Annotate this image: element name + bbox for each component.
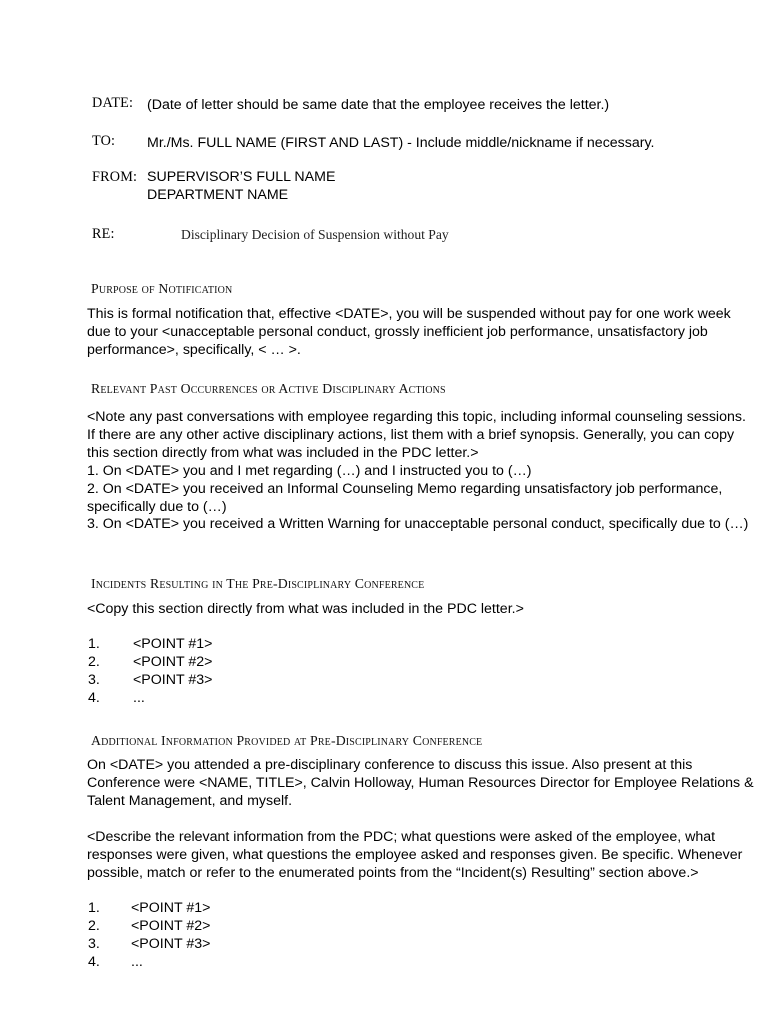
date-value: (Date of letter should be same date that the employee receives the letter.)	[147, 97, 610, 113]
re-label: RE:	[92, 226, 115, 242]
to-value: Mr./Ms. FULL NAME (FIRST AND LAST) - Include middle/nickname if necessary.	[147, 135, 655, 151]
date-label: DATE:	[92, 95, 134, 111]
from-label: FROM:	[92, 169, 138, 185]
additional-para-2: <Describe the relevant information from the PDC; what questions were asked of the employee, what responses were given, what questions the employee asked and responses given. Be specific. Whenever possible, match or refer to the enumerated points from the “Incident(s) Resulting” section above.>	[87, 829, 743, 881]
incidents-intro: <Copy this section directly from what was included in the PDC letter.>	[87, 601, 524, 617]
re-value: Disciplinary Decision of Suspension without Pay	[181, 227, 449, 242]
from-value-name: SUPERVISOR’S FULL NAME	[147, 169, 336, 185]
past-intro: <Note any past conversations with employee regarding this topic, including informal counseling sessions. If there are any other active disciplinary actions, list them with a brief synopsis. Generally, you can copy this section directly from what was included in the PDC letter.>	[87, 409, 746, 461]
purpose-body: This is formal notification that, effective <DATE>, you will be suspended without pay for one work week due to your <unacceptable personal conduct, grossly inefficient job performance, unsatisfactory job performance>, specifically, < … >.	[87, 306, 731, 358]
from-value-department: DEPARTMENT NAME	[147, 187, 289, 203]
past-section-body	[87, 409, 757, 534]
past-item-3: 3. On <DATE> you received a Written Warning for unacceptable personal conduct, specifically due to (…)	[87, 516, 749, 533]
incidents-heading: Incidents Resulting in The Pre-Disciplinary Conference	[91, 576, 425, 591]
past-heading: Relevant Past Occurrences or Active Disciplinary Actions	[91, 381, 446, 396]
additional-heading: Additional Information Provided at Pre-Disciplinary Conference	[91, 733, 483, 748]
past-item-2: 2. On <DATE> you received an Informal Counseling Memo regarding unsatisfactory job performance, specifically due to (…)	[87, 480, 723, 515]
document-page: DATE: (Date of letter should be same date that the employee receives the letter.) TO: Mr./Ms. FULL NAME (FIRST AND LAST) - Include middle/nickname if necessary. FROM: SUPERVISOR’S FULL NAME DEPARTMENT NAME RE: Disciplinary Decision of Suspension without Pay Purpose of Notification This is formal notification that, effective <DATE>, you will be suspended without pay for one work week due to your <unacceptable personal conduct, grossly inefficient job performance, unsatisfactory job performance>, specifically, < … >. Relevant Past Occurrences or Active Disciplinary Actions <Note any past conversations with employee regarding this topic, including informal counseling sessions. If there are any other active disciplinary actions, list them with a brief synopsis. Generally, you can copy this section directly from what was included in the PDC letter.> 1. On <DATE> you and I met regarding (…) and I instructed you to (…) 2. On <DATE> you received an Informal Counseling Memo regarding unsatisfactory job performance, specifically due to (…) 3. On <DATE> you received a Written Warning for unacceptable personal conduct, specifically due to (…) Incidents Resulting in The Pre-Disciplinary Conference <Copy this section directly from what was included in the PDC letter.> 1. <POINT #1> 2. <POINT #2> 3. <POINT #3> 4. ... Additional Information Provided at Pre-Disciplinary Conference On <DATE> you attended a pre-disciplinary conference to discuss this issue. Also present at this Conference were <NAME, TITLE>, Calvin Holloway, Human Resources Director for Employee Relations & Talent Management, and myself. <Describe the relevant information from the PDC; what questions were asked of the employee, what responses were given, what questions the employee asked and responses given. Be specific. Whenever possible, match or refer to the enumerated points from the “Incident(s) Resulting” section above.> 1. <POINT #1> 2. <POINT #2> 3. <POINT #3> 4. ...	[0, 0, 770, 1024]
additional-para-1: On <DATE> you attended a pre-disciplinary conference to discuss this issue. Also present at this Conference were <NAME, TITLE>, Calvin Holloway, Human Resources Director for Employee Relations & Talent Management, and myself.	[87, 757, 754, 809]
purpose-heading: Purpose of Notification	[91, 281, 233, 296]
past-item-1: 1. On <DATE> you and I met regarding (…) and I instructed you to (…)	[87, 462, 532, 479]
to-label: TO:	[92, 133, 116, 149]
